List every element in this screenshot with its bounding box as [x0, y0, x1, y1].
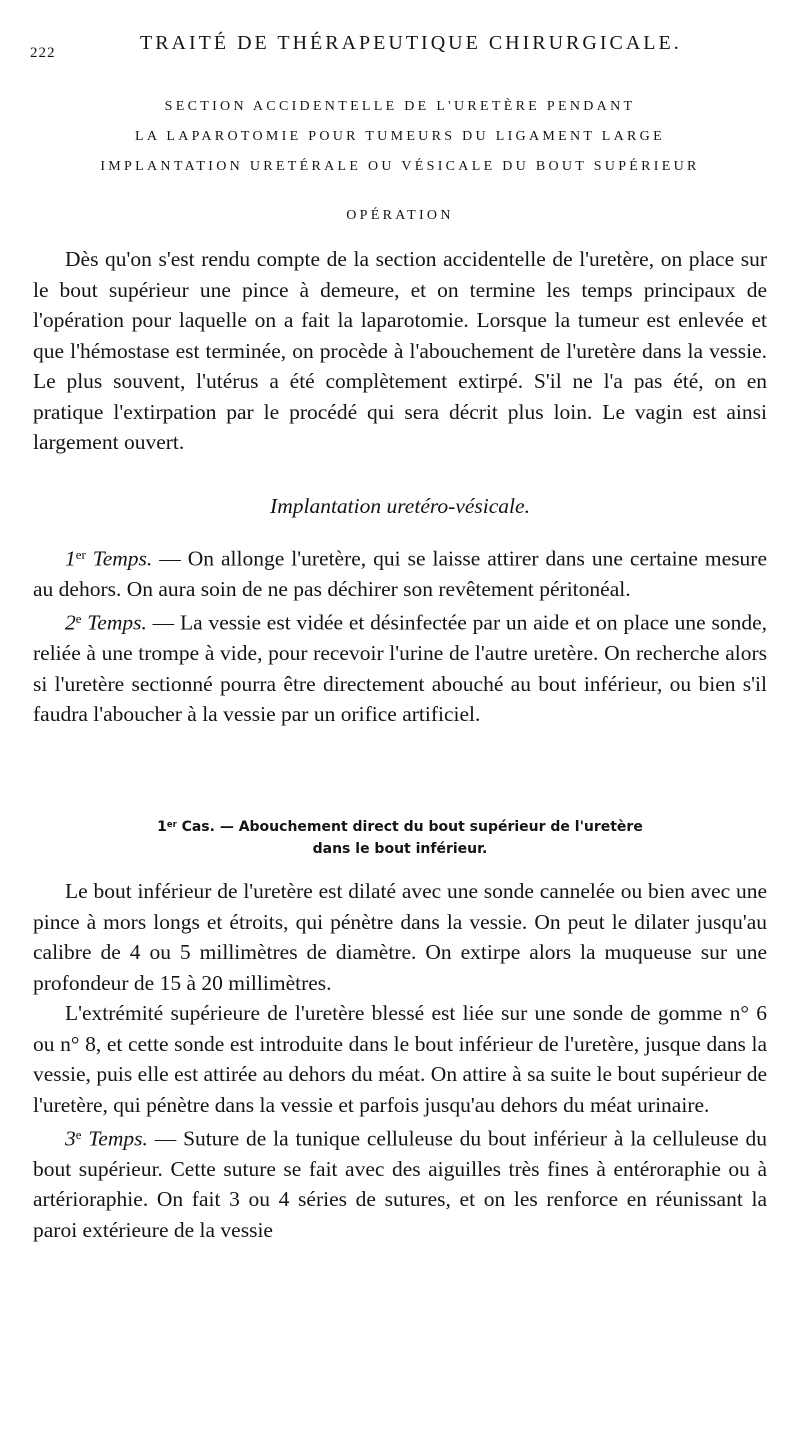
operation-title: OPÉRATION — [346, 208, 454, 223]
temps3-sup: e — [75, 1128, 82, 1142]
temps1-paragraph — [33, 540, 767, 604]
page-number: 222 — [30, 45, 56, 61]
temps3-num: 3 — [65, 1126, 76, 1151]
temps1-sup: er — [75, 548, 86, 562]
section-heading-line-2: LA LAPAROTOMIE POUR TUMEURS DU LIGAMENT LARGE — [135, 129, 665, 144]
case1-text-block — [33, 876, 767, 1245]
case1-title-line-1: — Abouchement direct du bout supérieur de l'uretère — [219, 819, 643, 836]
temps2-paragraph — [33, 604, 767, 729]
temps1-num: 1 — [65, 546, 76, 571]
temps2-num: 2 — [65, 610, 76, 635]
case1-num: 1 — [157, 819, 167, 836]
intro-paragraph: Dès qu'on s'est rendu compte de la section accidentelle de l'uretère, on place sur le bout supérieur une pince à demeure, et on termine les temps principaux de l'opération pour laquelle on a fait la laparotomie. Lorsque la tumeur est enlevée et que l'hémostase est terminée, on procède à l'abouchement de l'uretère dans la vessie. Le plus souvent, l'utérus a été complètement extirpé. S'il ne l'a pas été, on en pratique l'extirpation par le procédé qui sera décrit plus loin. Le vagin est ainsi largement ouvert. — [33, 247, 767, 454]
case1-sup: er — [166, 819, 177, 829]
implantation-subheading: Implantation uretéro-vésicale. — [270, 494, 530, 518]
running-head — [30, 28, 770, 61]
intro-text-block — [33, 244, 767, 458]
case1-heading-line-1 — [30, 813, 770, 838]
case1-heading — [30, 813, 770, 860]
temps3-paragraph — [33, 1120, 767, 1245]
temps2-label: Temps. — [87, 610, 147, 635]
temps1-label: Temps. — [92, 546, 153, 571]
case1-paragraph-2: L'extrémité supérieure de l'uretère blessé est liée sur une sonde de gomme n° 6 ou n° 8, et cette sonde est introduite dans le bout inférieur de l'uretère, jusque dans la vessie, puis elle est attirée au dehors du méat. On attire à sa suite le bout supérieur de l'uretère, qui pénètre dans la vessie et parfois jusqu'au dehors du méat urinaire. — [33, 1001, 767, 1117]
running-title: TRAITÉ DE THÉRAPEUTIQUE CHIRURGICALE. — [140, 32, 682, 54]
case1-label: Cas. — [181, 819, 215, 836]
temps2-sup: e — [75, 612, 82, 627]
section-heading-line-1: SECTION ACCIDENTELLE DE L'URETÈRE PENDANT — [164, 99, 636, 114]
section-heading — [20, 92, 780, 182]
temps-text-block — [33, 540, 767, 730]
temps2-text: — La vessie est vidée et désinfectée par un aide et on place une sonde, reliée à une trompe à vide, pour recevoir l'urine de l'autre uretère. On recherche alors si l'uretère sectionné pourra être directement abouché au bout inférieur, ou bien s'il faudra l'aboucher à la vessie par un orifice artificiel. — [33, 610, 768, 727]
temps3-label: Temps. — [88, 1126, 148, 1151]
section-heading-line-3: IMPLANTATION URETÉRALE OU VÉSICALE DU BOUT SUPÉRIEUR — [100, 159, 700, 174]
temps1-text: — On allonge l'uretère, qui se laisse attirer dans une certaine mesure au dehors. On aura soin de ne pas déchirer son revêtement péritonéal. — [33, 546, 768, 601]
temps3-text: — Suture de la tunique celluleuse du bout inférieur à la celluleuse du bout supérieur. Cette suture se fait avec des aiguilles très fines à entéroraphie ou à artérioraphie. On fait 3 ou 4 séries de sutures, et on les renforce en réunissant la paroi extérieure de la vessie — [33, 1126, 767, 1242]
case1-title-line-2: dans le bout inférieur. — [312, 841, 488, 858]
case1-paragraph-1: Le bout inférieur de l'uretère est dilaté avec une sonde cannelée ou bien avec une pince à mors longs et étroits, qui pénètre dans la vessie. On peut le dilater jusqu'au calibre de 4 ou 5 millimètres de diamètre. On extirpe alors la muqueuse sur une profondeur de 15 à 20 millimètres. — [33, 879, 767, 995]
